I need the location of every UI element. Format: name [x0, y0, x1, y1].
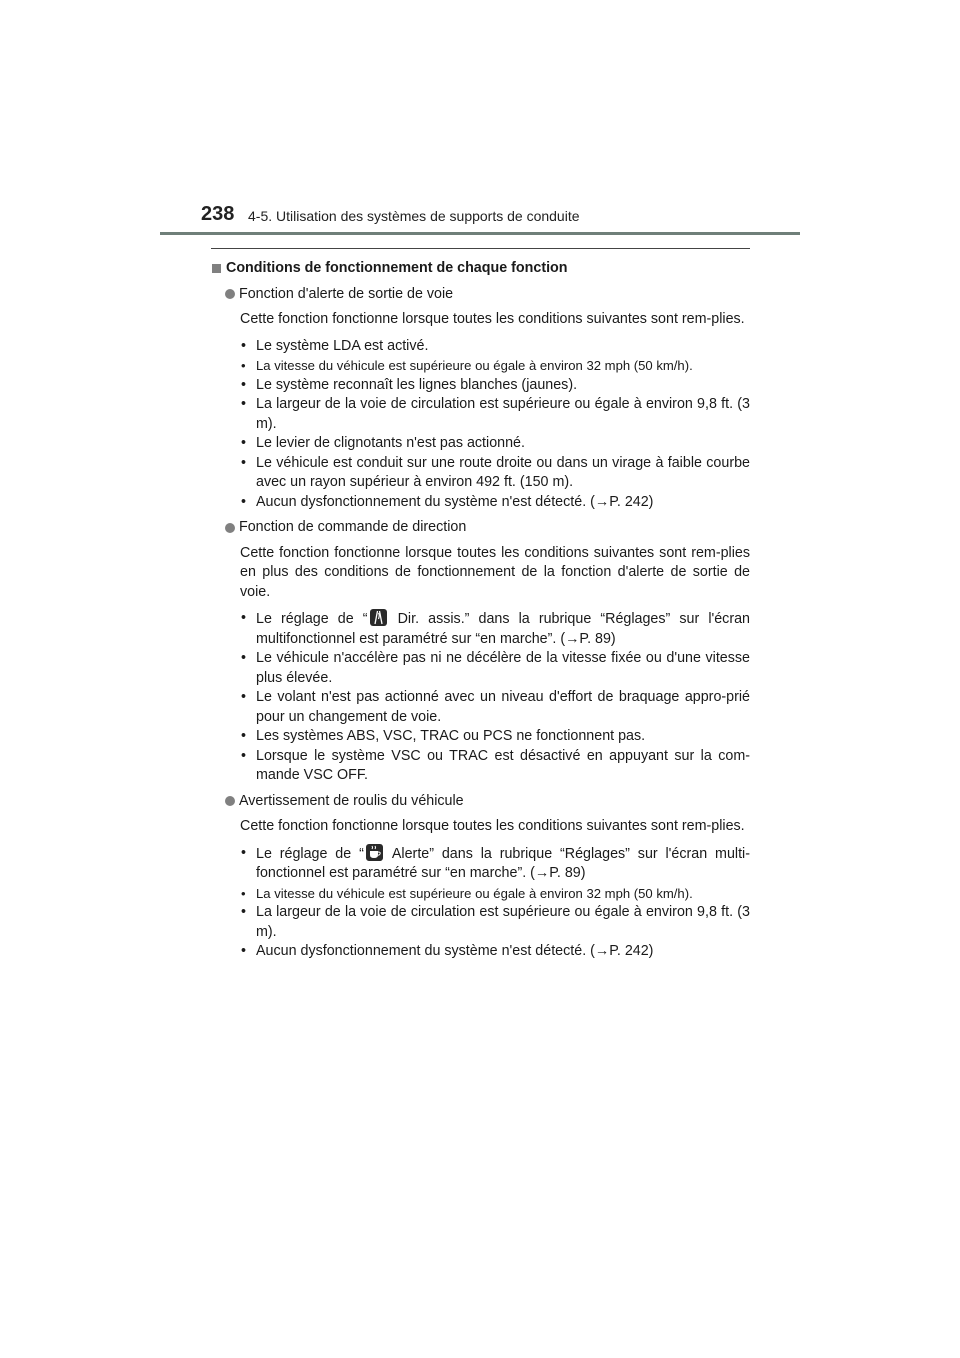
condition-item: [240, 844, 750, 884]
function-lane-departure-alert: [211, 285, 750, 513]
page-number: 238: [201, 203, 235, 225]
condition-text-after: Dir. assis.” dans la rubrique “Réglages” sur l'écran multifonctionnel est paramétré sur “en marche”. (→P. 89): [256, 611, 750, 647]
condition-item: • La vitesse du véhicule est supérieure ou égale à environ 32 mph (50 km/h).: [240, 356, 750, 376]
function-title-text: Fonction d'alerte de sortie de voie: [239, 285, 454, 302]
condition-item: • Les systèmes ABS, VSC, TRAC ou PCS ne fonctionnent pas.: [240, 727, 750, 747]
content-rule: [211, 248, 750, 249]
condition-item: • Aucun dysfonctionnement du système n'est détecté. (→P. 242): [240, 942, 750, 962]
coffee-cup-icon: [366, 844, 383, 861]
condition-item: • Le levier de clignotants n'est pas actionné.: [240, 434, 750, 454]
function-intro: Cette fonction fonctionne lorsque toutes les conditions suivantes sont rem-plies en plus des conditions de fonctionnement de la fonction d'alerte de sortie de voie.: [240, 544, 750, 600]
condition-item: • Lorsque le système VSC ou TRAC est désactivé en appuyant sur la com-mande VSC OFF.: [240, 747, 750, 786]
page-header: [0, 0, 960, 240]
condition-item: • Aucun dysfonctionnement du système n'est détecté. (→P. 242): [240, 493, 750, 513]
lane-steering-assist-icon: [370, 609, 387, 626]
function-title: [211, 792, 750, 812]
condition-item: • Le véhicule est conduit sur une route droite ou dans un virage à faible courbe avec un rayon supérieur à environ 492 ft. (150 m).: [240, 454, 750, 493]
conditions-list: [211, 844, 750, 962]
condition-item: • Le système reconnaît les lignes blanches (jaunes).: [240, 376, 750, 396]
condition-item: • La largeur de la voie de circulation est supérieure ou égale à environ 9,8 ft. (3 m).: [240, 903, 750, 942]
condition-item: • Le volant n'est pas actionné avec un niveau d'effort de braquage appro-prié pour un changement de voie.: [240, 688, 750, 727]
condition-text-before: Le réglage de “: [256, 845, 364, 862]
condition-item: • Le système LDA est activé.: [240, 337, 750, 357]
conditions-list: [211, 609, 750, 786]
round-bullet-icon: [225, 796, 235, 806]
content: [211, 248, 750, 968]
function-title: [211, 285, 750, 305]
function-steering-control: [211, 518, 750, 786]
section-heading: [211, 259, 750, 279]
square-bullet-icon: [212, 264, 221, 273]
condition-item: [240, 609, 750, 649]
header-rule: [160, 232, 800, 235]
round-bullet-icon: [225, 523, 235, 533]
function-intro: Cette fonction fonctionne lorsque toutes les conditions suivantes sont rem-plies.: [240, 311, 745, 327]
condition-text-before: Le réglage de “: [256, 611, 368, 627]
round-bullet-icon: [225, 289, 235, 299]
condition-text-after: Alerte” dans la rubrique “Réglages” sur l'écran multi-fonctionnel est paramétré sur “en marche”. (→P. 89): [256, 845, 750, 881]
condition-item: • Le véhicule n'accélère pas ni ne décélère de la vitesse fixée ou d'une vitesse plus élevée.: [240, 649, 750, 688]
heading-text: Conditions de fonctionnement de chaque fonction: [226, 260, 568, 276]
condition-item: • La largeur de la voie de circulation est supérieure ou égale à environ 9,8 ft. (3 m).: [240, 395, 750, 434]
function-title-text: Fonction de commande de direction: [239, 519, 467, 535]
function-intro: Cette fonction fonctionne lorsque toutes les conditions suivantes sont rem-plies.: [240, 818, 745, 834]
section-title: 4-5. Utilisation des systèmes de supports de conduite: [248, 208, 580, 224]
function-title-text: Avertissement de roulis du véhicule: [239, 792, 464, 809]
conditions-list: [211, 337, 750, 513]
function-title: [211, 518, 750, 538]
function-vehicle-sway-warning: [211, 792, 750, 962]
condition-item: • La vitesse du véhicule est supérieure ou égale à environ 32 mph (50 km/h).: [240, 884, 750, 904]
